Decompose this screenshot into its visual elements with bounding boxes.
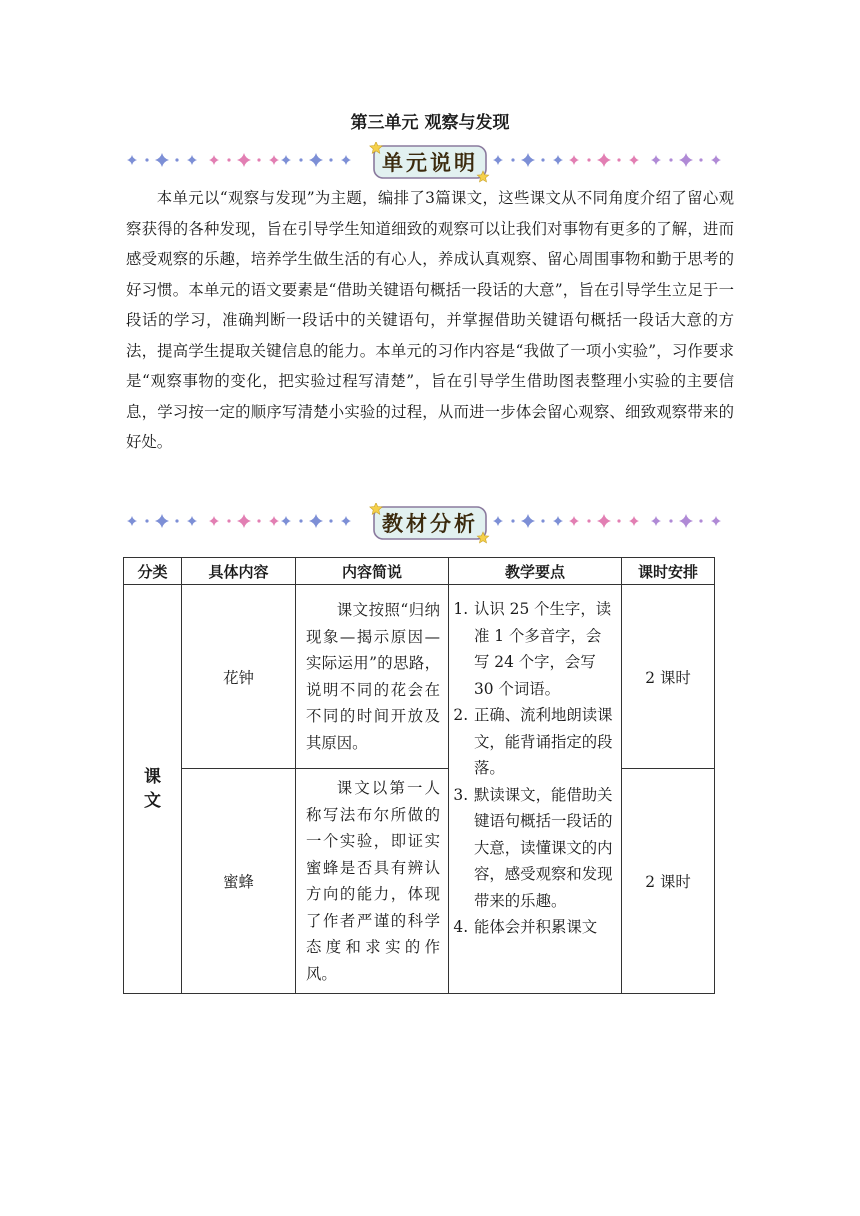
unit-intro-banner bbox=[126, 142, 734, 184]
dot-icon bbox=[587, 158, 590, 161]
dot-icon bbox=[617, 158, 620, 161]
sparkle-icon bbox=[127, 516, 137, 526]
dot-icon bbox=[699, 158, 702, 161]
sparkle-icon bbox=[187, 155, 197, 165]
sparkle-icon bbox=[341, 155, 351, 165]
dot-icon bbox=[511, 519, 514, 522]
sparkle-icon bbox=[281, 516, 291, 526]
list-item: 1. 认识 25 个生字，读准 1 个多音字，会写 24 个字，会写 30 个词语。 bbox=[473, 596, 615, 702]
header-content: 具体内容 bbox=[182, 558, 296, 585]
sparkle-icon bbox=[281, 155, 291, 165]
content-cell: 花钟 bbox=[182, 585, 296, 769]
header-hours: 课时安排 bbox=[622, 558, 715, 585]
dot-icon bbox=[699, 519, 702, 522]
dot-icon bbox=[227, 519, 230, 522]
list-item: 3. 默读课文，能借助关键语句概括一段话的大意，读懂课文的内容，感受观察和发现带来的乐趣。 bbox=[473, 782, 615, 915]
dot-icon bbox=[617, 519, 620, 522]
sparkle-icon bbox=[711, 155, 721, 165]
content-cell: 蜜蜂 bbox=[182, 769, 296, 994]
dot-icon bbox=[145, 158, 148, 161]
list-item: 4. 能体会并积累课文 bbox=[473, 914, 615, 941]
dot-icon bbox=[587, 519, 590, 522]
sparkle-icon bbox=[269, 516, 279, 526]
dot-icon bbox=[175, 158, 178, 161]
sparkle-icon bbox=[155, 514, 169, 528]
sparkle-icon bbox=[309, 514, 323, 528]
dot-icon bbox=[511, 158, 514, 161]
sparkle-icon bbox=[597, 153, 611, 167]
dot-icon bbox=[257, 158, 260, 161]
sparkle-icon bbox=[521, 514, 535, 528]
sparkle-icon bbox=[209, 516, 219, 526]
unit-intro-banner-label: 单元说明 bbox=[382, 150, 478, 175]
sparkle-icon bbox=[553, 516, 563, 526]
dot-icon bbox=[257, 519, 260, 522]
sparkle-icon bbox=[711, 516, 721, 526]
teaching-points-cell bbox=[449, 585, 622, 994]
dot-icon bbox=[175, 519, 178, 522]
sparkle-icon bbox=[651, 155, 661, 165]
sparkle-icon bbox=[629, 516, 639, 526]
brief-cell: 课文以第一人称写法布尔所做的一个实验，即证实蜜蜂是否具有辨认方向的能力，体现了作者严谨的科学态度和求实的作风。 bbox=[296, 769, 449, 994]
sparkle-icon bbox=[569, 516, 579, 526]
dot-icon bbox=[145, 519, 148, 522]
dot-icon bbox=[329, 158, 332, 161]
category-cell bbox=[124, 585, 182, 994]
table-row bbox=[124, 769, 715, 994]
intro-paragraph: 本单元以“观察与发现”为主题，编排了3篇课文，这些课文从不同角度介绍了留心观察获得的各种发现，旨在引导学生知道细致的观察可以让我们对事物有更多的了解，进而感受观察的乐趣，培养学生做生活的有心人，养成认真观察、留心周围事物和勤于思考的好习惯。本单元的语文要素是“借助关键语句概括一段话的大意”，旨在引导学生立足于一段话的学习，准确判断一段话中的关键语句，并掌握借助关键语句概括一段话大意的方法，提高学生提取关键信息的能力。本单元的习作内容是“我做了一项小实验”，习作要求是“观察事物的变化，把实验过程写清楚”，旨在引导学生借助图表整理小实验的主要信息，学习按一定的顺序写清楚小实验的过程，从而进一步体会留心观察、细致观察带来的好处。 bbox=[126, 189, 734, 451]
list-item: 2. 正确、流利地朗读课文，能背诵指定的段落。 bbox=[473, 702, 615, 782]
material-analysis-banner bbox=[126, 503, 734, 545]
page-title: 第三单元 观察与发现 bbox=[350, 113, 510, 133]
table-header-row bbox=[124, 558, 715, 585]
sparkle-icon bbox=[679, 153, 693, 167]
header-teaching-points: 教学要点 bbox=[449, 558, 622, 585]
header-category: 分类 bbox=[124, 558, 182, 585]
sparkle-icon bbox=[237, 514, 251, 528]
sparkle-icon bbox=[493, 155, 503, 165]
sparkle-icon bbox=[597, 514, 611, 528]
sparkle-icon bbox=[341, 516, 351, 526]
category-label: 课 文 bbox=[144, 767, 161, 811]
sparkle-icon bbox=[127, 155, 137, 165]
sparkle-icon bbox=[237, 153, 251, 167]
sparkle-icon bbox=[493, 516, 503, 526]
sparkle-icon bbox=[569, 155, 579, 165]
sparkle-icon bbox=[187, 516, 197, 526]
dot-icon bbox=[227, 158, 230, 161]
analysis-table bbox=[123, 557, 715, 994]
hours-cell: 2 课时 bbox=[622, 585, 715, 769]
header-brief: 内容简说 bbox=[296, 558, 449, 585]
sparkle-icon bbox=[521, 153, 535, 167]
sparkle-icon bbox=[553, 155, 563, 165]
sparkle-icon bbox=[209, 155, 219, 165]
sparkle-icon bbox=[269, 155, 279, 165]
sparkle-icon bbox=[679, 514, 693, 528]
sparkle-icon bbox=[155, 153, 169, 167]
brief-cell: 课文按照“归纳现象—揭示原因—实际运用”的思路，说明不同的花会在不同的时间开放及其原因。 bbox=[296, 585, 449, 769]
sparkle-icon bbox=[651, 516, 661, 526]
dot-icon bbox=[299, 158, 302, 161]
table-row bbox=[124, 585, 715, 769]
dot-icon bbox=[541, 519, 544, 522]
hours-cell: 2 课时 bbox=[622, 769, 715, 994]
dot-icon bbox=[541, 158, 544, 161]
dot-icon bbox=[299, 519, 302, 522]
dot-icon bbox=[329, 519, 332, 522]
dot-icon bbox=[669, 158, 672, 161]
dot-icon bbox=[669, 519, 672, 522]
sparkle-icon bbox=[629, 155, 639, 165]
material-analysis-banner-label: 教材分析 bbox=[382, 511, 478, 536]
sparkle-icon bbox=[309, 153, 323, 167]
teaching-points-list bbox=[455, 596, 615, 941]
